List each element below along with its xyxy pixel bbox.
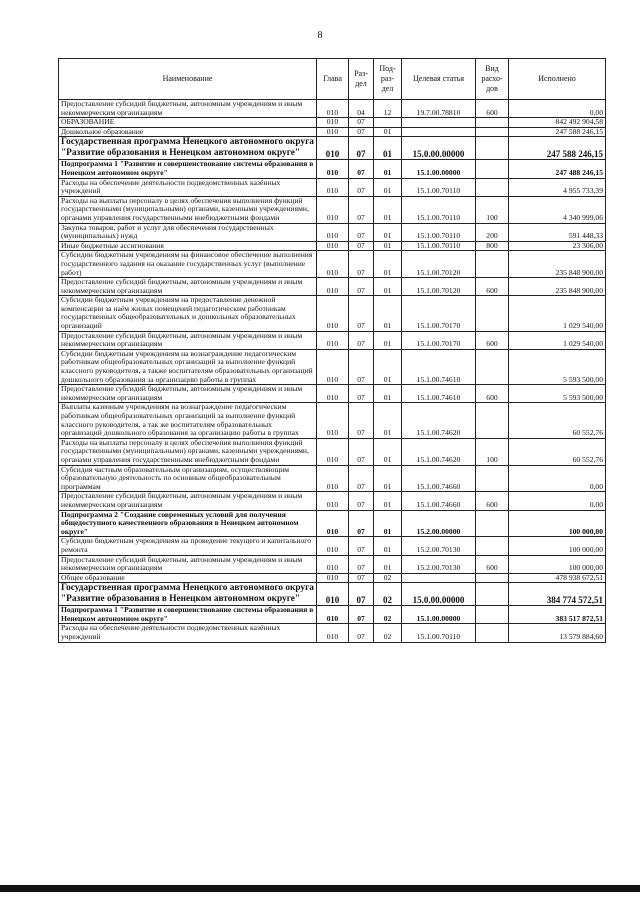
row-vid-cell [476,403,509,438]
row-razdel-cell: 07 [349,573,374,583]
row-vid-cell [476,160,509,178]
row-razdel-cell: 07 [349,331,374,349]
table-row [59,196,606,223]
row-razdel-cell: 07 [349,492,374,510]
row-razdel-cell: 07 [349,624,374,642]
row-target-cell: 15.1.00.70170 [402,296,476,331]
row-vid-cell: 600 [476,331,509,349]
row-name-cell: Закупка товаров, работ и услуг для обеспечения государственных (муниципальных) нужд [59,223,317,241]
row-name-cell: Субсидии бюджетным учреждениям на вознаграждение педагогическим работникам общеобразовательных организаций за выполнение функций классного руководителя, а также воспитателям образовательных организаций дошкольного образования за организацию работы в группах [59,349,317,384]
table-row [59,510,606,537]
row-name-cell: Субсидии бюджетным учреждениям на финансовое обеспечение выполнения государственного задания на оказание государственных услуг (выполнение работ) [59,251,317,278]
row-target-cell: 15.1.00.70110 [402,241,476,251]
row-executed-cell: 100 000,00 [509,537,606,555]
table-row [59,127,606,137]
row-vid-cell [476,606,509,624]
row-vid-cell: 100 [476,438,509,465]
row-name-cell: Государственная программа Ненецкого автономного округа "Развитие образования в Ненецком автономном округе" [59,137,317,160]
row-target-cell: 15.0.00.00000 [402,137,476,160]
row-podrazdel-cell: 02 [374,606,402,624]
table-row [59,331,606,349]
row-name-cell: ОБРАЗОВАНИЕ [59,118,317,128]
row-vid-cell [476,583,509,606]
row-glava-cell: 010 [317,127,349,137]
table-row [59,606,606,624]
table-row [59,178,606,196]
row-target-cell: 15.0.00.00000 [402,583,476,606]
row-glava-cell: 010 [317,178,349,196]
row-executed-cell: 100 000,00 [509,555,606,573]
table-row [59,385,606,403]
row-glava-cell: 010 [317,160,349,178]
row-name-cell: Государственная программа Ненецкого автономного округа "Развитие образования в Ненецком автономном округе" [59,583,317,606]
row-glava-cell: 010 [317,573,349,583]
row-executed-cell: 235 848 900,00 [509,251,606,278]
row-glava-cell: 010 [317,349,349,384]
row-name-cell: Расходы на обеспечение деятельности подведомственных казённых учреждений [59,624,317,642]
row-vid-cell: 600 [476,100,509,118]
row-target-cell: 15.2.00.70130 [402,555,476,573]
row-glava-cell: 010 [317,241,349,251]
row-podrazdel-cell: 01 [374,555,402,573]
row-razdel-cell: 07 [349,296,374,331]
row-podrazdel-cell: 02 [374,583,402,606]
row-name-cell: Иные бюджетные ассигнования [59,241,317,251]
row-razdel-cell: 07 [349,241,374,251]
row-glava-cell: 010 [317,296,349,331]
row-target-cell: 15.1.00.70110 [402,624,476,642]
row-executed-cell: 0,00 [509,465,606,492]
row-razdel-cell: 07 [349,118,374,128]
row-glava-cell: 010 [317,137,349,160]
budget-table [58,58,606,643]
row-razdel-cell: 07 [349,510,374,537]
row-executed-cell: 842 492 904,58 [509,118,606,128]
row-name-cell: Предоставление субсидий бюджетным, автономным учреждениям и иным некоммерческим организациям [59,555,317,573]
row-glava-cell: 010 [317,223,349,241]
table-row [59,296,606,331]
page-number: 8 [317,30,323,41]
row-glava-cell: 010 [317,510,349,537]
row-executed-cell: 1 029 540,00 [509,296,606,331]
header-vid: Вид расхо-дов [476,59,509,100]
row-podrazdel-cell: 01 [374,385,402,403]
row-name-cell: Подпрограмма 1 "Развитие и совершенствование системы образования в Ненецком автономном округе" [59,160,317,178]
row-podrazdel-cell: 01 [374,296,402,331]
row-executed-cell: 0,00 [509,100,606,118]
row-target-cell: 15.1.00.70110 [402,178,476,196]
table-row [59,583,606,606]
row-name-cell: Предоставление субсидий бюджетным, автономным учреждениям и иным некоммерческим организациям [59,385,317,403]
row-glava-cell: 010 [317,385,349,403]
row-target-cell: 15.1.00.74660 [402,465,476,492]
row-vid-cell: 200 [476,223,509,241]
row-glava-cell: 010 [317,196,349,223]
row-name-cell: Субсидии бюджетным учреждениям на проведение текущего и капитального ремонта [59,537,317,555]
row-razdel-cell: 07 [349,555,374,573]
row-glava-cell: 010 [317,100,349,118]
row-target-cell [402,573,476,583]
row-executed-cell: 1 029 540,00 [509,331,606,349]
row-executed-cell: 4 955 733,39 [509,178,606,196]
row-glava-cell: 010 [317,403,349,438]
row-glava-cell: 010 [317,537,349,555]
row-podrazdel-cell: 01 [374,492,402,510]
row-razdel-cell: 07 [349,160,374,178]
row-name-cell: Субсидии бюджетным учреждениям на предоставление денежной компенсации за наём жилых помещений педагогическим работникам государственных общеобразовательных и дошкольных образовательных организаций [59,296,317,331]
row-vid-cell [476,510,509,537]
row-razdel-cell: 07 [349,583,374,606]
row-podrazdel-cell: 01 [374,160,402,178]
row-vid-cell [476,296,509,331]
row-executed-cell: 5 593 500,00 [509,385,606,403]
row-name-cell: Предоставление субсидий бюджетным, автономным учреждениям и иным некоммерческим организациям [59,492,317,510]
header-target: Целевая статья [402,59,476,100]
row-executed-cell: 13 579 884,60 [509,624,606,642]
row-glava-cell: 010 [317,583,349,606]
row-razdel-cell: 07 [349,251,374,278]
row-target-cell: 15.1.00.70120 [402,278,476,296]
row-razdel-cell: 07 [349,349,374,384]
table-row [59,118,606,128]
row-vid-cell [476,178,509,196]
row-vid-cell: 600 [476,385,509,403]
row-target-cell: 15.1.00.70120 [402,251,476,278]
row-executed-cell: 247 588 246,15 [509,137,606,160]
row-name-cell: Общее образование [59,573,317,583]
row-podrazdel-cell: 01 [374,127,402,137]
row-vid-cell [476,465,509,492]
row-podrazdel-cell: 01 [374,465,402,492]
row-name-cell: Предоставление субсидий бюджетным, автономным учреждениям и иным некоммерческим организациям [59,278,317,296]
row-target-cell: 15.1.00.70110 [402,223,476,241]
row-executed-cell: 60 552,76 [509,403,606,438]
row-executed-cell: 100 000,00 [509,510,606,537]
row-razdel-cell: 04 [349,100,374,118]
row-podrazdel-cell: 01 [374,349,402,384]
row-vid-cell: 600 [476,492,509,510]
row-target-cell: 15.2.00.00000 [402,510,476,537]
row-podrazdel-cell: 02 [374,573,402,583]
table-row [59,223,606,241]
row-podrazdel-cell: 01 [374,438,402,465]
row-podrazdel-cell: 01 [374,331,402,349]
row-vid-cell [476,118,509,128]
row-name-cell: Подпрограмма 2 "Создание современных условий для получения общедоступного качественного образования в Ненецком автономном округе" [59,510,317,537]
table-row [59,465,606,492]
row-target-cell: 15.1.00.74620 [402,438,476,465]
row-vid-cell [476,127,509,137]
table-row [59,555,606,573]
row-podrazdel-cell: 01 [374,403,402,438]
row-vid-cell: 600 [476,278,509,296]
row-name-cell: Предоставление субсидий бюджетным, автономным учреждениям и иным некоммерческим организациям [59,331,317,349]
table-row [59,537,606,555]
row-name-cell: Выплаты казенным учреждениям на вознаграждение педагогическим работникам общеобразовательных организаций за выполнение функций классного руководителя, а так же воспитателям образовательных организаций дошкольного образования за организацию работы в группах [59,403,317,438]
table-row [59,137,606,160]
row-glava-cell: 010 [317,438,349,465]
row-target-cell: 15.1.00.70170 [402,331,476,349]
row-executed-cell: 384 774 572,51 [509,583,606,606]
row-podrazdel-cell: 01 [374,251,402,278]
row-razdel-cell: 07 [349,403,374,438]
row-razdel-cell: 07 [349,385,374,403]
table-row [59,251,606,278]
row-razdel-cell: 07 [349,537,374,555]
row-vid-cell: 600 [476,555,509,573]
row-podrazdel-cell: 01 [374,178,402,196]
header-glava: Глава [317,59,349,100]
row-razdel-cell: 07 [349,438,374,465]
row-razdel-cell: 07 [349,465,374,492]
row-target-cell: 15.1.00.74610 [402,349,476,384]
row-target-cell: 15.2.00.70130 [402,537,476,555]
row-target-cell: 15.1.00.70110 [402,196,476,223]
row-razdel-cell: 07 [349,196,374,223]
row-razdel-cell: 07 [349,137,374,160]
row-podrazdel-cell [374,118,402,128]
row-glava-cell: 010 [317,331,349,349]
row-podrazdel-cell: 01 [374,278,402,296]
row-vid-cell: 100 [476,196,509,223]
table-row [59,100,606,118]
row-vid-cell: 800 [476,241,509,251]
row-razdel-cell: 07 [349,178,374,196]
header-executed: Исполнено [509,59,606,100]
row-glava-cell: 010 [317,624,349,642]
row-glava-cell: 010 [317,555,349,573]
row-executed-cell: 478 938 672,51 [509,573,606,583]
header-razdel: Раз-дел [349,59,374,100]
table-row [59,492,606,510]
row-name-cell: Подпрограмма 1 "Развитие и совершенствование системы образования в Ненецком автономном округе" [59,606,317,624]
row-podrazdel-cell: 02 [374,624,402,642]
row-target-cell: 19.7.00.78810 [402,100,476,118]
row-name-cell: Расходы на выплаты персоналу в целях обеспечения выполнения функций государственными (муниципальными) органами, казенными учреждениями, органами управления государственными внебюджетными фондами [59,438,317,465]
row-executed-cell: 247 488 246,15 [509,160,606,178]
row-target-cell [402,118,476,128]
row-executed-cell: 60 552,76 [509,438,606,465]
row-podrazdel-cell: 01 [374,537,402,555]
row-name-cell: Расходы на обеспечение деятельности подведомственных казённых учреждений [59,178,317,196]
row-glava-cell: 010 [317,465,349,492]
scan-bottom-bar [0,885,640,892]
row-vid-cell [476,137,509,160]
row-razdel-cell: 07 [349,127,374,137]
row-name-cell: Дошкольное образование [59,127,317,137]
row-glava-cell: 010 [317,278,349,296]
row-glava-cell: 010 [317,251,349,278]
table-row [59,624,606,642]
row-podrazdel-cell: 01 [374,241,402,251]
row-vid-cell [476,624,509,642]
table-row [59,349,606,384]
row-podrazdel-cell: 01 [374,137,402,160]
table-row [59,403,606,438]
row-podrazdel-cell: 01 [374,196,402,223]
header-name: Наименование [59,59,317,100]
row-vid-cell [476,537,509,555]
row-vid-cell [476,349,509,384]
row-razdel-cell: 07 [349,278,374,296]
row-podrazdel-cell: 01 [374,223,402,241]
row-name-cell: Субсидия частным образовательным организациям, осуществляющим образовательную деятельность по основным общеобразовательным программам [59,465,317,492]
row-vid-cell [476,573,509,583]
row-razdel-cell: 07 [349,223,374,241]
header-podrazdel: Под-раз-дел [374,59,402,100]
row-executed-cell: 235 848 900,00 [509,278,606,296]
table-row [59,278,606,296]
row-glava-cell: 010 [317,118,349,128]
row-target-cell: 15.1.00.74610 [402,385,476,403]
row-name-cell: Расходы на выплаты персоналу в целях обеспечения выполнения функций государственными (муниципальными) органами, казенными учреждениями, органами управления государственными внебюджетными фондами [59,196,317,223]
row-target-cell: 15.1.00.00000 [402,606,476,624]
row-glava-cell: 010 [317,606,349,624]
row-target-cell: 15.1.00.00000 [402,160,476,178]
row-executed-cell: 23 306,00 [509,241,606,251]
row-podrazdel-cell: 01 [374,510,402,537]
row-podrazdel-cell: 12 [374,100,402,118]
table-row [59,438,606,465]
table-header-row [59,59,606,100]
row-executed-cell: 383 517 872,51 [509,606,606,624]
row-executed-cell: 5 593 500,00 [509,349,606,384]
row-executed-cell: 591 448,33 [509,223,606,241]
row-vid-cell [476,251,509,278]
row-executed-cell: 247 588 246,15 [509,127,606,137]
row-target-cell [402,127,476,137]
row-glava-cell: 010 [317,492,349,510]
table-row [59,160,606,178]
row-executed-cell: 4 340 999,06 [509,196,606,223]
row-razdel-cell: 07 [349,606,374,624]
row-target-cell: 15.1.00.74620 [402,403,476,438]
row-name-cell: Предоставление субсидий бюджетным, автономным учреждениям и иным некоммерческим организациям [59,100,317,118]
row-executed-cell: 0,00 [509,492,606,510]
table-row [59,573,606,583]
table-row [59,241,606,251]
row-target-cell: 15.1.00.74660 [402,492,476,510]
